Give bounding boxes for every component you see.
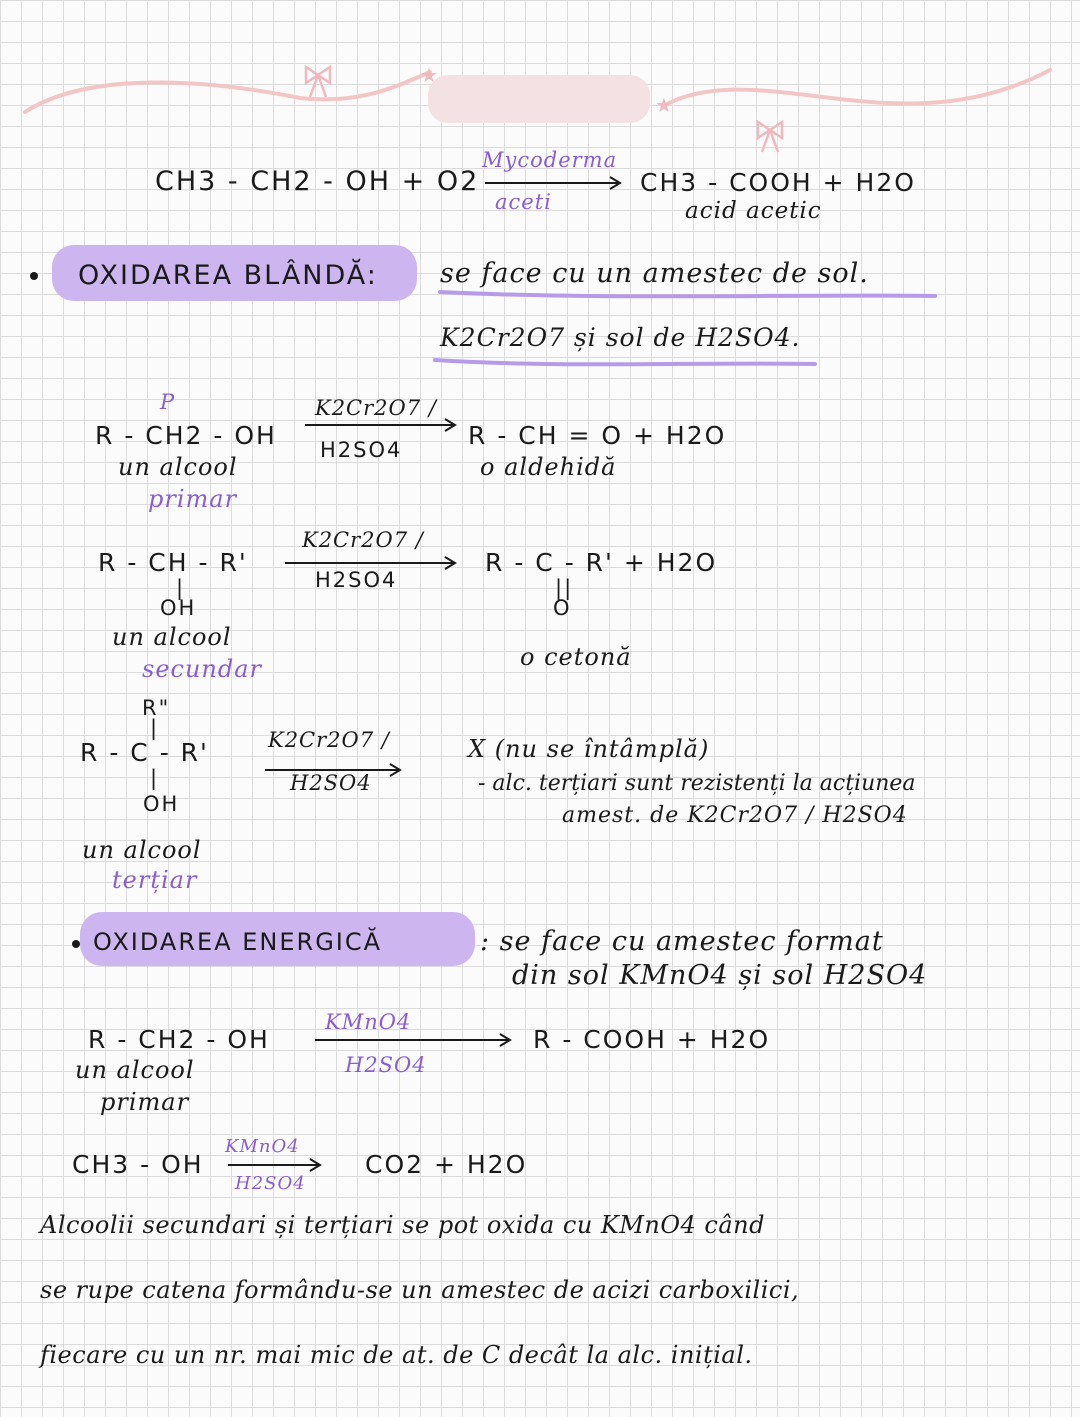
section-title-energetic: OXIDAREA ENERGICĂ (93, 928, 383, 956)
tertiary-reagent-top: K2Cr2O7 / (268, 728, 390, 752)
energetic-desc-line2: din sol KMnO4 și sol H2SO4 (512, 960, 928, 991)
tertiary-result: X (nu se întâmplă) (468, 735, 710, 763)
paragraph-line-2: se rupe catena formându-se un amestec de acizi carboxilici, (40, 1276, 800, 1304)
arrow (228, 1159, 320, 1171)
primary-product: R - CH = O + H2O (468, 421, 727, 450)
header-arrow-bottom: aceti (495, 190, 552, 214)
secondary-product-name: o cetonă (520, 643, 632, 671)
energetic-primary-reagent-top: KMnO4 (325, 1010, 412, 1034)
primary-reagent-bottom: H2SO4 (320, 438, 403, 462)
title-banner (428, 75, 650, 123)
header-arrow-top: Mycoderma (482, 148, 618, 172)
arrow (315, 1034, 510, 1046)
methanol-product: CO2 + H2O (365, 1150, 528, 1179)
tertiary-note-2: amest. de K2Cr2O7 / H2SO4 (562, 803, 908, 828)
tertiary-reactant: R - C - R' (80, 738, 209, 767)
methanol-reagent-bottom: H2SO4 (235, 1173, 306, 1194)
arrow (305, 419, 455, 431)
header-reactants: CH3 - CH2 - OH + O2 (155, 166, 480, 197)
primary-marker: P (160, 390, 176, 414)
secondary-reagent-top: K2Cr2O7 / (302, 528, 424, 552)
paragraph-line-1: Alcoolii secundari și terțiari se pot oxida cu KMnO4 când (40, 1211, 766, 1239)
tertiary-oh: OH (143, 792, 180, 816)
tertiary-reagent-bottom: H2SO4 (290, 771, 372, 795)
primary-label-2: primar (148, 485, 238, 513)
tertiary-note-1: - alc. terțiari sunt rezistenți la acțiunea (478, 771, 916, 796)
secondary-reagent-bottom: H2SO4 (315, 568, 398, 592)
secondary-label-2: secundar (142, 655, 263, 683)
secondary-oh: OH (160, 596, 197, 620)
energetic-primary-reactant: R - CH2 - OH (88, 1025, 270, 1054)
primary-product-name: o aldehidă (480, 453, 617, 481)
energetic-primary-label-1: un alcool (75, 1056, 195, 1084)
primary-label-1: un alcool (118, 453, 238, 481)
arrow (485, 177, 620, 189)
secondary-oxygen: O (553, 596, 572, 620)
star-icon: ★ (655, 93, 673, 117)
tertiary-r2: R" (142, 696, 171, 720)
methanol-reagent-top: KMnO4 (225, 1136, 300, 1157)
primary-reagent-top: K2Cr2O7 / (315, 396, 437, 420)
energetic-primary-reagent-bottom: H2SO4 (345, 1053, 427, 1077)
secondary-bond: | (176, 576, 186, 600)
bow-icon (758, 122, 782, 152)
paragraph-line-3: fiecare cu un nr. mai mic de at. de C decât la alc. inițial. (40, 1341, 753, 1369)
bullet (30, 272, 38, 280)
bow-icon (306, 67, 330, 97)
section-title-mild: OXIDAREA BLÂNDĂ: (78, 260, 378, 291)
energetic-primary-product: R - COOH + H2O (533, 1025, 771, 1054)
bullet (72, 940, 80, 948)
energetic-desc-line1: : se face cu amestec format (480, 926, 884, 957)
secondary-product: R - C - R' + H2O (485, 548, 718, 577)
tertiary-bond-up: | (150, 716, 160, 740)
primary-reactant: R - CH2 - OH (95, 421, 277, 450)
methanol-reactant: CH3 - OH (72, 1150, 204, 1179)
mild-desc-line2: K2Cr2O7 și sol de H2SO4. (440, 323, 801, 352)
tertiary-label-2: terțiar (112, 866, 198, 894)
tertiary-label-1: un alcool (82, 836, 202, 864)
energetic-primary-label-2: primar (100, 1088, 190, 1116)
mild-desc-line1: se face cu un amestec de sol. (440, 258, 869, 289)
secondary-label-1: un alcool (112, 623, 232, 651)
secondary-reactant: R - CH - R' (98, 548, 248, 577)
tertiary-bond-down: | (150, 766, 160, 790)
secondary-double-bond: || (555, 576, 574, 600)
header-product-name: acid acetic (685, 198, 822, 224)
star-icon: ★ (420, 63, 438, 87)
header-products: CH3 - COOH + H2O (640, 168, 916, 197)
